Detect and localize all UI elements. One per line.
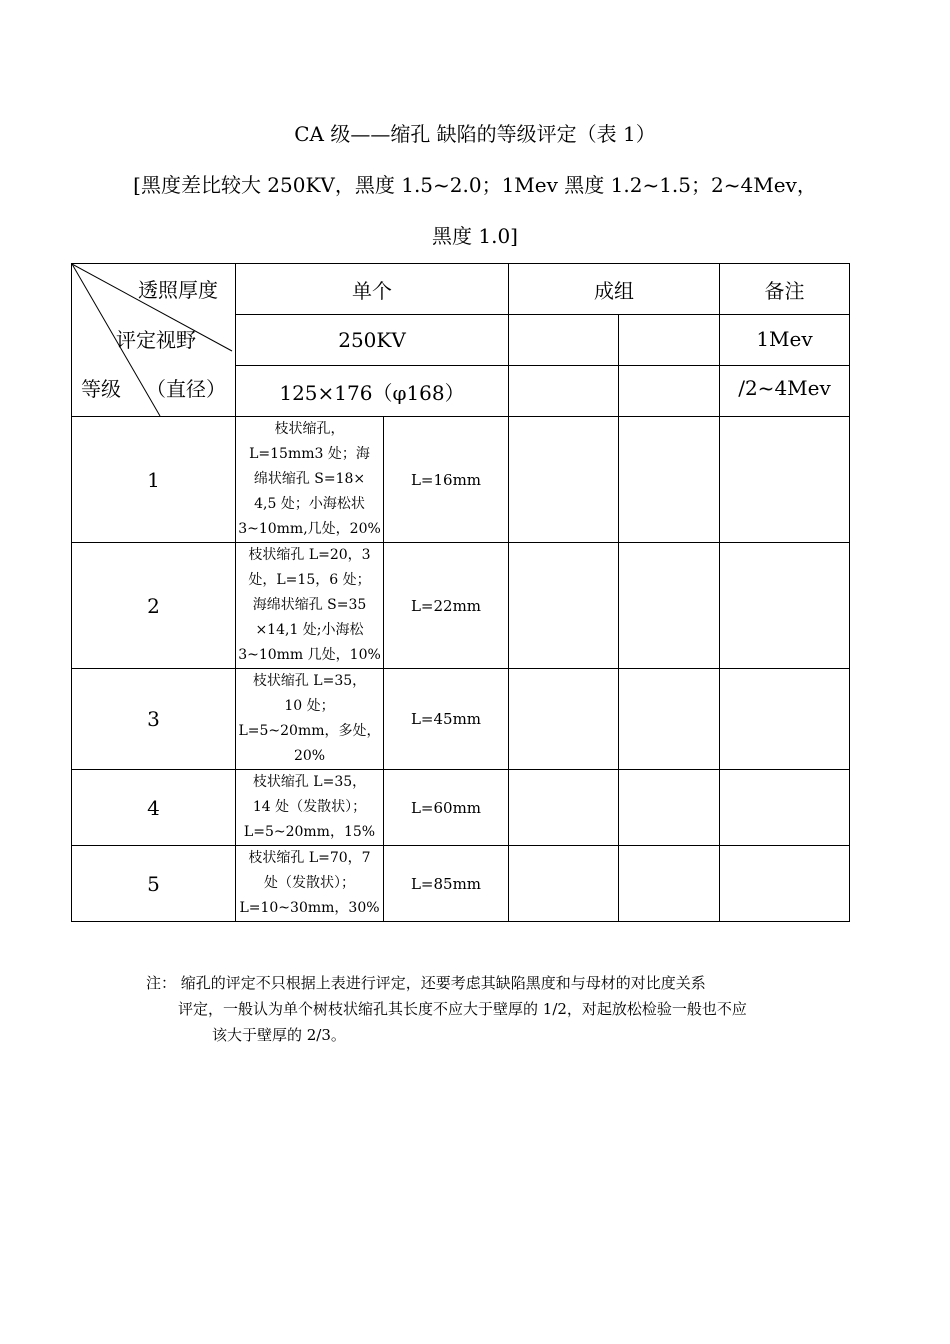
desc-line: 10 处；	[284, 698, 335, 714]
desc-line: 14 处（发散状）；	[252, 799, 367, 815]
desc-line: L=5~20mm，多处，	[238, 723, 381, 739]
desc-line: 处，L=15，6 处；	[248, 572, 371, 588]
single-desc-cell	[236, 669, 384, 770]
document-subtitle: [黑度差比较大 250KV，黑度 1.5~2.0；1Mev 黑度 1.2~1.5；2~4Mev，	[133, 173, 817, 197]
desc-line: 枝状缩孔 L=70，7	[248, 850, 371, 866]
grade-cell: 5	[72, 846, 236, 922]
group-cell	[619, 315, 720, 366]
grade-cell: 2	[72, 543, 236, 669]
remark-mev-bottom: /2~4Mev	[720, 366, 850, 417]
remark-cell	[720, 417, 850, 543]
desc-line: 枝状缩孔 L=35，	[252, 774, 367, 790]
remark-cell	[720, 846, 850, 922]
note-line-1: 注： 缩孔的评定不只根据上表进行评定，还要考虑其缺陷黑度和与母材的对比度关系	[146, 974, 706, 992]
header-remark: 备注	[720, 264, 850, 315]
header-single: 单个	[236, 264, 509, 315]
group-cell	[619, 417, 720, 543]
grade-cell: 1	[72, 417, 236, 543]
group-cell	[619, 846, 720, 922]
remark-cell	[720, 543, 850, 669]
group-cell	[619, 770, 720, 846]
single-desc-cell	[236, 770, 384, 846]
desc-line: 处（发散状）；	[264, 875, 355, 891]
corner-label-thickness: 透照厚度	[138, 278, 218, 302]
length-cell: L=60mm	[384, 770, 509, 846]
group-cell	[509, 846, 619, 922]
note-line-2: 评定，一般认为单个树枝状缩孔其长度不应大于壁厚的 1/2，对起放松检验一般也不应	[178, 1000, 747, 1018]
table-row	[72, 417, 850, 543]
table-row	[72, 669, 850, 770]
corner-label-grade: 等级	[81, 377, 121, 401]
group-cell	[509, 417, 619, 543]
desc-line: 绵状缩孔 S=18×	[253, 471, 366, 487]
desc-line: L=10~30mm，30%	[239, 900, 380, 916]
table-row	[72, 770, 850, 846]
single-desc-cell	[236, 417, 384, 543]
group-cell	[619, 669, 720, 770]
desc-line: 4,5 处；小海松状	[254, 496, 365, 512]
desc-line: 枝状缩孔 L=35，	[252, 673, 367, 689]
header-group: 成组	[509, 264, 720, 315]
document-title: CA 级——缩孔 缺陷的等级评定（表 1）	[294, 122, 656, 146]
group-cell	[509, 366, 619, 417]
desc-line: 海绵状缩孔 S=35	[252, 597, 367, 613]
remark-cell	[720, 669, 850, 770]
table-row	[72, 846, 850, 922]
corner-label-diameter: （直径）	[146, 377, 226, 401]
subheader-kv: 250KV	[236, 315, 509, 366]
subheader-field-size: 125×176（φ168）	[236, 366, 509, 417]
single-desc-cell	[236, 543, 384, 669]
table-row	[72, 543, 850, 669]
length-cell: L=16mm	[384, 417, 509, 543]
desc-line: ×14,1 处;小海松	[255, 622, 364, 638]
document-subtitle-continued: 黑度 1.0]	[432, 224, 518, 248]
grade-cell: 3	[72, 669, 236, 770]
group-cell	[509, 315, 619, 366]
group-cell	[619, 543, 720, 669]
length-cell: L=85mm	[384, 846, 509, 922]
single-desc-cell	[236, 846, 384, 922]
length-cell: L=22mm	[384, 543, 509, 669]
desc-line: 枝状缩孔，	[274, 421, 345, 437]
corner-header-cell	[72, 264, 236, 417]
desc-line: L=5~20mm，15%	[243, 824, 376, 840]
desc-line: 3~10mm,几处，20%	[238, 521, 381, 537]
group-cell	[509, 669, 619, 770]
length-cell: L=45mm	[384, 669, 509, 770]
grade-table	[71, 263, 850, 922]
group-cell	[619, 366, 720, 417]
remark-mev-top: 1Mev	[720, 315, 850, 366]
note-line-3: 该大于壁厚的 2/3。	[212, 1026, 346, 1044]
desc-line: 3~10mm 几处，10%	[238, 647, 381, 663]
corner-label-field: 评定视野	[116, 328, 196, 352]
grade-cell: 4	[72, 770, 236, 846]
desc-line: 枝状缩孔 L=20，3	[248, 547, 371, 563]
remark-cell	[720, 770, 850, 846]
group-cell	[509, 770, 619, 846]
desc-line: L=15mm3 处；海	[249, 446, 370, 462]
desc-line: 20%	[293, 748, 326, 764]
group-cell	[509, 543, 619, 669]
